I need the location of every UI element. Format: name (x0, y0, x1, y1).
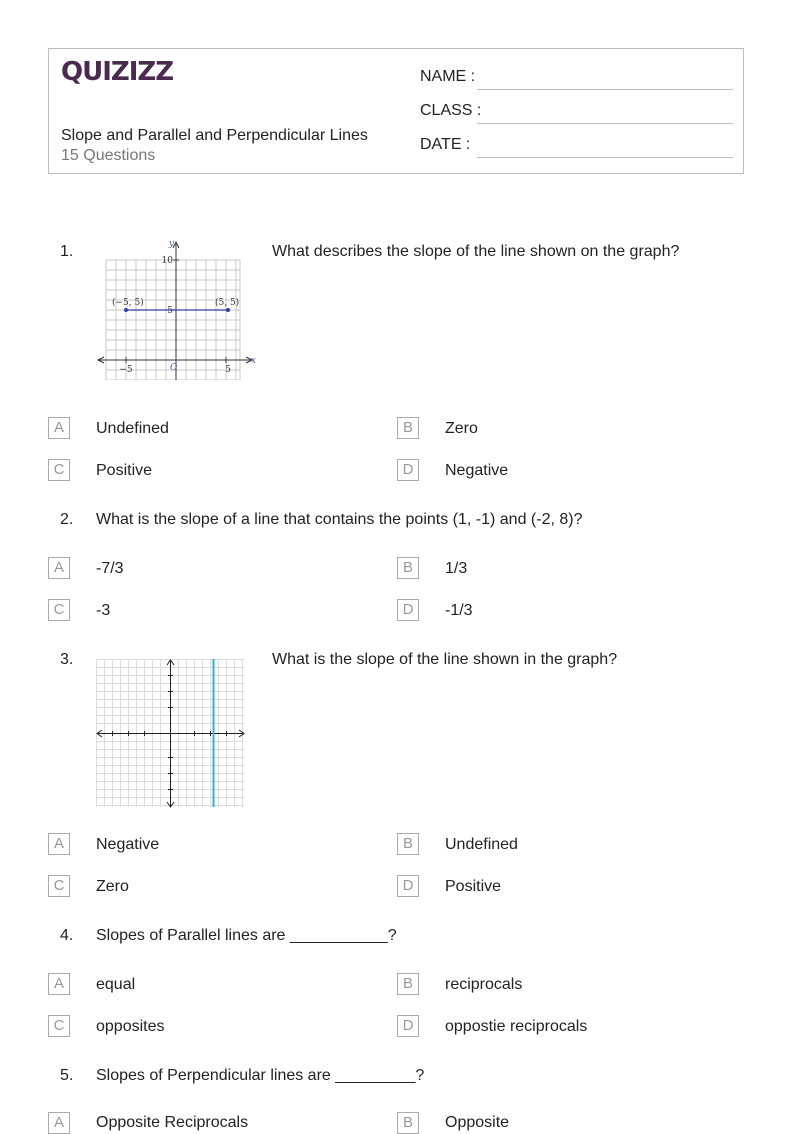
quizizz-logo: QUIZIZZ (61, 57, 174, 87)
option-a-text[interactable]: Negative (96, 836, 160, 853)
question-number: 2. (60, 511, 74, 528)
option-b-box[interactable]: B (397, 557, 419, 579)
point-left-label: (−5, 5) (112, 298, 144, 308)
question-text: Slopes of Parallel lines are ___________? (96, 927, 397, 944)
date-label: DATE : (420, 136, 471, 153)
question-text: Slopes of Perpendicular lines are _________? (96, 1067, 425, 1084)
y-tick-10: 10 (161, 256, 173, 266)
graph-vertical-line (96, 659, 246, 809)
option-d-text[interactable]: -1/3 (445, 602, 473, 619)
worksheet-title: Slope and Parallel and Perpendicular Lines (61, 127, 368, 144)
question-number: 3. (60, 651, 74, 668)
question-number: 4. (60, 927, 74, 944)
option-a-box[interactable]: A (48, 1112, 70, 1134)
question-count: 15 Questions (61, 147, 156, 164)
option-d-text[interactable]: oppostie reciprocals (445, 1018, 588, 1035)
option-b-text[interactable]: Zero (445, 420, 478, 437)
option-b-text[interactable]: reciprocals (445, 976, 523, 993)
option-d-text[interactable]: Positive (445, 878, 502, 895)
option-d-text[interactable]: Negative (445, 462, 509, 479)
option-b-box[interactable]: B (397, 417, 419, 439)
option-c-box[interactable]: C (48, 459, 70, 481)
option-c-box[interactable]: C (48, 1015, 70, 1037)
x-tick-5: 5 (225, 365, 231, 375)
option-d-box[interactable]: D (397, 1015, 419, 1037)
question-text: What describes the slope of the line shown on the graph? (272, 243, 680, 260)
option-d-box[interactable]: D (397, 459, 419, 481)
y-tick-5: 5 (167, 306, 173, 316)
x-axis-label: x (251, 356, 257, 366)
origin-label: O (170, 363, 178, 373)
option-d-box[interactable]: D (397, 875, 419, 897)
option-c-text[interactable]: opposites (96, 1018, 165, 1035)
option-c-text[interactable]: Zero (96, 878, 129, 895)
class-field[interactable] (477, 123, 733, 124)
question-text: What is the slope of a line that contains the points (1, -1) and (-2, 8)? (96, 511, 583, 528)
option-b-text[interactable]: Opposite (445, 1114, 510, 1131)
option-b-text[interactable]: 1/3 (445, 560, 468, 577)
option-c-text[interactable]: Positive (96, 462, 153, 479)
point-left (124, 308, 128, 312)
y-axis-label: y (168, 239, 174, 249)
date-field[interactable] (477, 157, 733, 158)
name-label: NAME : (420, 68, 476, 85)
option-a-box[interactable]: A (48, 973, 70, 995)
x-tick-neg5: −5 (119, 365, 133, 375)
option-b-text[interactable]: Undefined (445, 836, 518, 853)
worksheet-header (48, 48, 744, 174)
option-a-box[interactable]: A (48, 417, 70, 439)
name-field[interactable] (477, 89, 733, 90)
option-d-box[interactable]: D (397, 599, 419, 621)
option-b-box[interactable]: B (397, 1112, 419, 1134)
option-a-text[interactable]: Undefined (96, 420, 169, 437)
class-label: CLASS : (420, 102, 482, 119)
option-a-text[interactable]: -7/3 (96, 560, 124, 577)
option-a-box[interactable]: A (48, 557, 70, 579)
option-a-text[interactable]: Opposite Reciprocals (96, 1114, 249, 1131)
option-c-box[interactable]: C (48, 875, 70, 897)
option-c-text[interactable]: -3 (96, 602, 111, 619)
option-b-box[interactable]: B (397, 833, 419, 855)
point-right-label: (5, 5) (215, 298, 240, 308)
point-right (226, 308, 230, 312)
question-number: 5. (60, 1067, 74, 1084)
graph-horizontal-line (94, 238, 259, 380)
question-text: What is the slope of the line shown in the graph? (272, 651, 618, 668)
option-c-box[interactable]: C (48, 599, 70, 621)
option-a-box[interactable]: A (48, 833, 70, 855)
option-a-text[interactable]: equal (96, 976, 136, 993)
question-number: 1. (60, 243, 74, 260)
option-b-box[interactable]: B (397, 973, 419, 995)
